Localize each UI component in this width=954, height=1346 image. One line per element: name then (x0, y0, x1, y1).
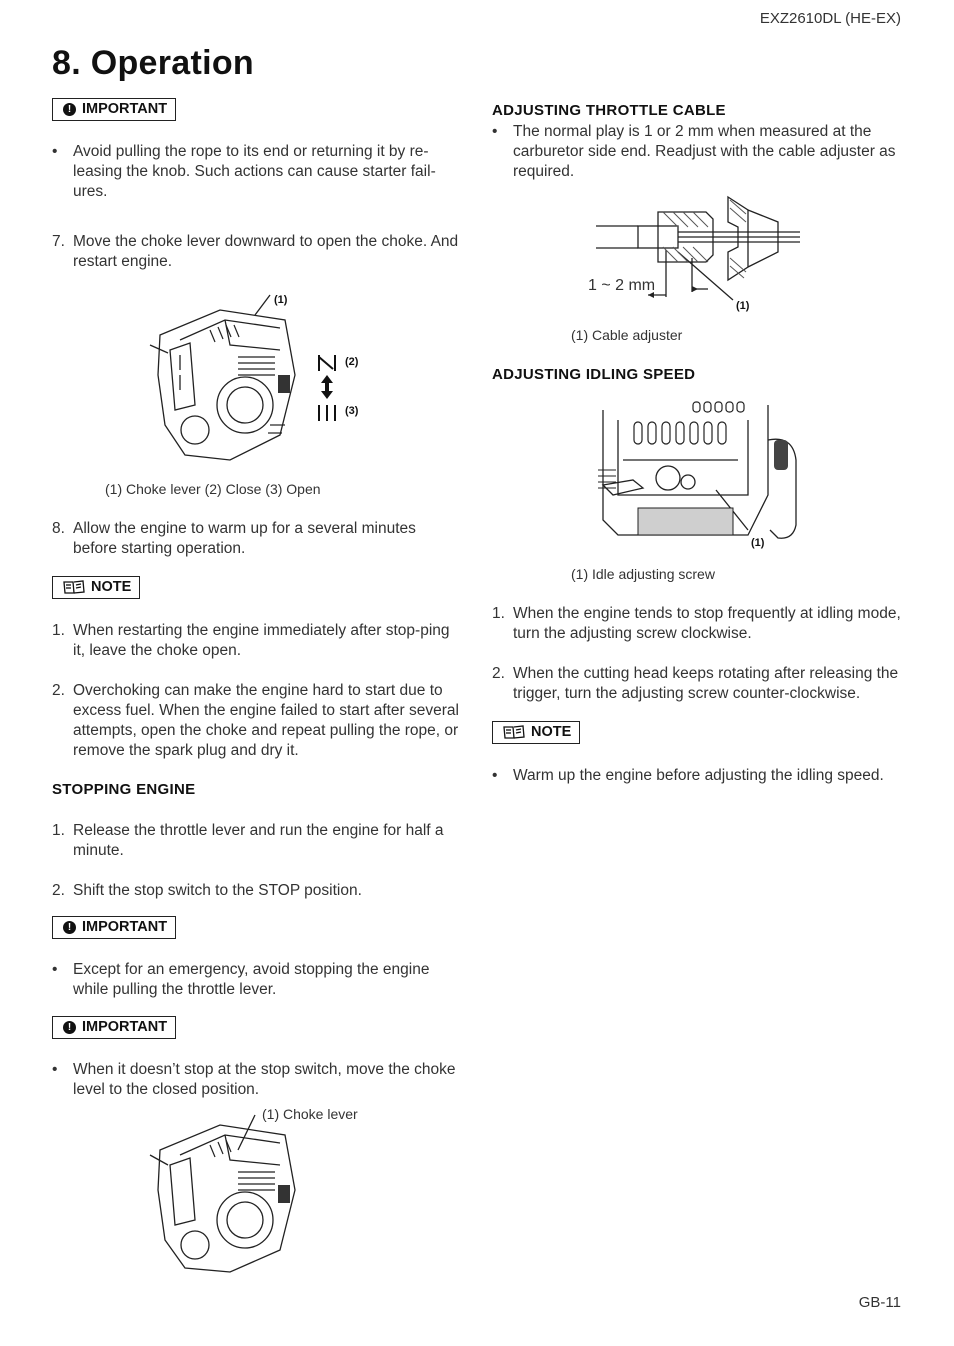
figure-label: (1) (274, 294, 288, 306)
bullet-item: • The normal play is 1 or 2 mm when measured at the carburetor side end. Readjust with the cable adjuster as required. (492, 123, 896, 180)
bullet-item: • When it doesn’t stop at the stop switch, move the choke level to the closed position. (52, 1061, 456, 1098)
step-item: 1. Release the throttle lever and run the engine for half a minute. (52, 822, 444, 859)
figure-label: (2) (345, 356, 359, 368)
book-icon (503, 725, 525, 739)
step-7: 7. Move the choke lever downward to open the choke. And restart engine. (52, 233, 459, 270)
step-8: 8. Allow the engine to warm up for a several minutes before starting operation. (52, 520, 416, 557)
engine-choke-illustration (150, 295, 300, 465)
note-tag: NOTE (492, 721, 580, 744)
figure-label: (1) (736, 300, 750, 312)
choke-close-icon (319, 355, 335, 371)
page-title: 8. Operation (52, 44, 254, 82)
important-tag: ! IMPORTANT (52, 1016, 176, 1039)
section-heading: ADJUSTING IDLING SPEED (492, 366, 696, 383)
important-tag: ! IMPORTANT (52, 916, 176, 939)
choke-open-icon (319, 405, 335, 421)
book-icon (63, 580, 85, 594)
page-number: GB-11 (858, 1294, 901, 1311)
figure-caption: (1) Cable adjuster (571, 327, 683, 343)
bullet-item: • Avoid pulling the rope to its end or returning it by re-leasing the knob. Such actions can cause starter fail-ures. (52, 143, 436, 200)
up-down-arrow-icon (321, 375, 333, 399)
note-item: 2. Overchoking can make the engine hard to start due to excess fuel. When the engine failed to start after several attempts, open the choke and repeat pulling the rope, or remove the spark plug and dry it. (52, 682, 459, 759)
idle-screw-diagram (598, 400, 808, 548)
dimension-label: 1 ~ 2 mm (588, 277, 656, 294)
step-item: 2. When the cutting head keeps rotating after releasing the trigger, turn the adjusting screw counter-clockwise. (492, 665, 899, 702)
engine-choke-closed-illustration (150, 1110, 300, 1275)
figure-label: (3) (345, 405, 359, 417)
bullet-item: • Except for an emergency, avoid stopping the engine while pulling the throttle lever. (52, 961, 430, 998)
exclamation-icon: ! (63, 1021, 76, 1034)
model-number: EXZ2610DL (HE-EX) (759, 10, 901, 27)
note-item: 1. When restarting the engine immediately after stop-ping it, leave the choke open. (52, 622, 450, 659)
step-item: 2. Shift the stop switch to the STOP position. (52, 882, 362, 899)
figure-label: (1) (751, 537, 765, 549)
figure-caption: (1) Idle adjusting screw (571, 566, 715, 582)
step-item: 1. When the engine tends to stop frequently at idling mode, turn the adjusting screw clockwise. (492, 605, 901, 642)
exclamation-icon: ! (63, 103, 76, 116)
figure-caption: (1) Choke lever (262, 1106, 358, 1122)
figure-caption: (1) Choke lever (2) Close (3) Open (105, 481, 321, 497)
section-heading: ADJUSTING THROTTLE CABLE (492, 102, 726, 119)
bullet-item: • Warm up the engine before adjusting the idling speed. (492, 767, 884, 784)
exclamation-icon: ! (63, 921, 76, 934)
important-tag: ! IMPORTANT (52, 98, 176, 121)
section-heading: STOPPING ENGINE (52, 781, 196, 798)
choke-symbols (316, 353, 338, 423)
note-tag: NOTE (52, 576, 140, 599)
